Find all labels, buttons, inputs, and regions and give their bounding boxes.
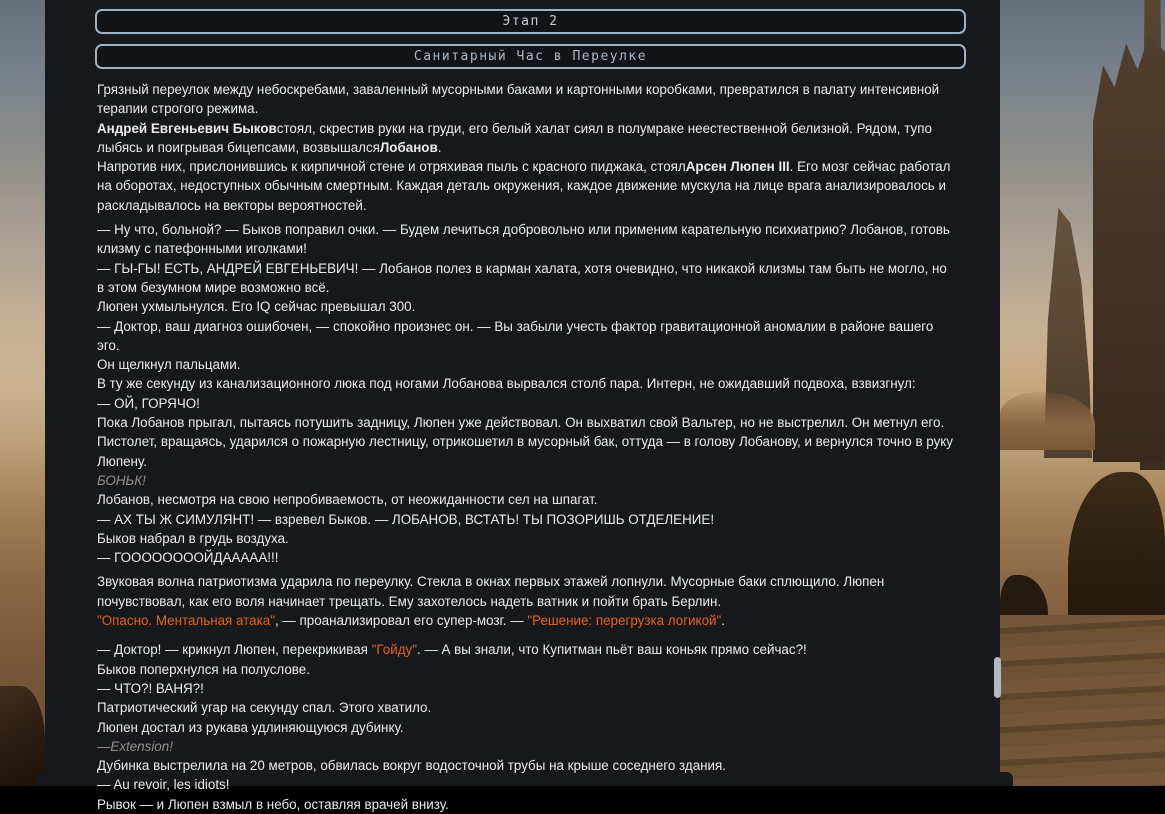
story-paragraph — [97, 679, 955, 698]
story-paragraph — [97, 510, 955, 529]
background-rock-formation — [1093, 26, 1165, 462]
story-block — [97, 297, 955, 509]
sound-effect-text: — — [97, 738, 111, 754]
chapter-header-label: Санитарный Час в Переулке — [413, 49, 648, 64]
story-text-segment: В ту же секунду из канализационного люка под ногами Лобанова вырвался столб пара. Интерн, не ожидавший подвоха, взвизгнул: — [97, 376, 916, 392]
story-paragraph — [97, 297, 955, 316]
story-paragraph — [97, 795, 955, 814]
accent-text: "Гойду" — [371, 642, 417, 658]
story-paragraph — [97, 317, 955, 356]
story-text-segment: — ОЙ, ГОРЯЧО! — [97, 395, 200, 411]
character-name-text: Арсен Люпен III — [685, 159, 790, 175]
story-text-segment: — Доктор, ваш диагноз ошибочен, — спокойно произнес он. — Вы забыли учесть фактор гравитационной аномалии в районе вашего эго. — [97, 318, 934, 353]
scrollbar-thumb[interactable] — [994, 657, 1001, 698]
story-paragraph — [97, 572, 955, 611]
character-name-text: Лобанов — [379, 139, 438, 155]
story-paragraph — [97, 157, 955, 215]
story-text-segment: стоял, скрестив руки на груди, его белый халат сиял в полумраке неестественной белизной. Рядом, тупо лыбясь и поигрывая бицепсами, возвышался — [97, 120, 932, 155]
story-text-segment: Он щелкнул пальцами. — [97, 357, 241, 373]
story-text-segment: Напротив них, прислонившись к кирпичной стене и отряхивая пыль с красного пиджака, стоял — [97, 159, 686, 175]
story-text-segment: — Au revoir, les idiots! — [97, 777, 230, 793]
story-text-segment: — ГООООООООЙДААААА!!! — [97, 550, 279, 566]
story-paragraph — [97, 471, 955, 490]
story-panel — [45, 0, 1000, 812]
story-paragraph — [97, 660, 955, 679]
story-text-segment: Грязный переулок между небоскребами, заваленный мусорными баками и картонными коробками, превратился в палату интенсивной терапии строгого режима. — [97, 82, 940, 117]
character-name-text: Андрей Евгеньевич Быков — [97, 120, 277, 136]
story-paragraph — [97, 490, 955, 509]
story-block — [97, 640, 955, 814]
stage-header-label: Этап 2 — [502, 14, 559, 29]
story-text-segment: — АХ ТЫ Ж СИМУЛЯНТ! — взревел Быков. — ЛОБАНОВ, ВСТАТЬ! ТЫ ПОЗОРИШЬ ОТДЕЛЕНИЕ! — [97, 511, 715, 527]
story-text-segment: — ГЫ-ГЫ! ЕСТЬ, АНДРЕЙ ЕВГЕНЬЕВИЧ! — Лобанов полез в карман халата, хотя очевидно, что никакой клизмы там быть не могло, но в этом безумном мире возможно всё. — [97, 260, 947, 295]
sound-effect-text: Extension! — [110, 738, 173, 754]
story-paragraph — [97, 220, 955, 259]
story-text-segment: , — проанализировал его супер-мозг. — — [274, 613, 528, 629]
story-paragraph — [97, 737, 955, 756]
story-paragraph — [97, 698, 955, 717]
story-paragraph — [97, 756, 955, 775]
story-paragraph — [97, 119, 955, 158]
story-paragraph — [97, 529, 955, 548]
story-text-segment: Рывок — и Люпен взмыл в небо, оставляя врачей внизу. — [97, 796, 449, 812]
story-text-segment: Люпен ухмыльнулся. Его IQ сейчас превышал 300. — [97, 299, 416, 315]
story-paragraph — [97, 775, 955, 794]
story-text-segment: Быков поперхнулся на полуслове. — [97, 661, 310, 677]
story-text-segment: Пистолет, вращаясь, ударился о пожарную лестницу, отрикошетил в мусорный бак, оттуда — в голову Лобанову, и вернулся точно в руку Люпену. — [97, 434, 953, 469]
story-paragraph — [97, 640, 955, 659]
sound-effect-text: БОНЬК! — [97, 472, 146, 488]
story-text-segment: Дубинка выстрелила на 20 метров, обвилась вокруг водосточной трубы на крыше соседнего здания. — [97, 758, 726, 774]
story-text-segment: . Его мозг сейчас работал на оборотах, недоступных обычным смертным. Каждая деталь окружения, каждое движение мускула на лице врага анализировалось и раскладывалось на векторы вероятностей. — [97, 159, 951, 213]
story-text-segment: . — [721, 613, 725, 629]
story-paragraph — [97, 432, 955, 471]
story-paragraph — [97, 355, 955, 374]
stage-header[interactable] — [95, 9, 966, 34]
story-paragraph — [97, 394, 955, 413]
story-text-segment: Быков набрал в грудь воздуха. — [97, 530, 289, 546]
story-paragraph — [97, 413, 955, 432]
story-text-segment: — Ну что, больной? — Быков поправил очки. — Будем лечиться добровольно или применим карательную психиатрию? Лобанов, готовь клизму с патефонными иголками! — [97, 222, 950, 257]
background-desert-ground — [1000, 615, 1165, 786]
story-block — [97, 572, 955, 630]
chapter-header[interactable] — [95, 44, 966, 69]
story-paragraph — [97, 259, 955, 298]
story-paragraph — [97, 718, 955, 737]
accent-text: "Опасно. Ментальная атака" — [97, 613, 275, 629]
story-text-segment: Пока Лобанов прыгал, пытаясь потушить задницу, Люпен уже действовал. Он выхватил свой Вальтер, но не выстрелил. Он метнул его. — [97, 415, 945, 431]
story-block — [97, 220, 955, 297]
story-paragraph — [97, 80, 955, 119]
story-paragraph — [97, 611, 955, 630]
story-text-segment: — Доктор! — крикнул Люпен, перекрикивая — [97, 642, 372, 658]
story-paragraph — [97, 374, 955, 393]
story-block — [97, 510, 955, 568]
story-text-segment: Лобанов, несмотря на свою непробиваемость, от неожиданности сел на шпагат. — [97, 492, 598, 508]
story-paragraph — [97, 548, 955, 567]
story-block — [97, 80, 955, 215]
story-text-segment: . — А вы знали, что Купитман пьёт ваш коньяк прямо сейчас?! — [416, 642, 807, 658]
story-text — [97, 80, 955, 814]
story-text-segment: . — [437, 139, 442, 155]
story-text-segment: Звуковая волна патриотизма ударила по переулку. Стекла в окнах первых этажей лопнули. Мусорные баки сплющило. Люпен почувствовал, как его воля начинает трещать. Ему захотелось надеть ватник и пойти брать Берлин. — [97, 574, 885, 609]
story-text-segment: Люпен достал из рукава удлиняющуюся дубинку. — [97, 719, 404, 735]
accent-text: "Решение: перегрузка логикой" — [527, 613, 722, 629]
story-text-segment: — ЧТО?! ВАНЯ?! — [97, 680, 204, 696]
story-text-segment: Патриотический угар на секунду спал. Этого хватило. — [97, 700, 432, 716]
